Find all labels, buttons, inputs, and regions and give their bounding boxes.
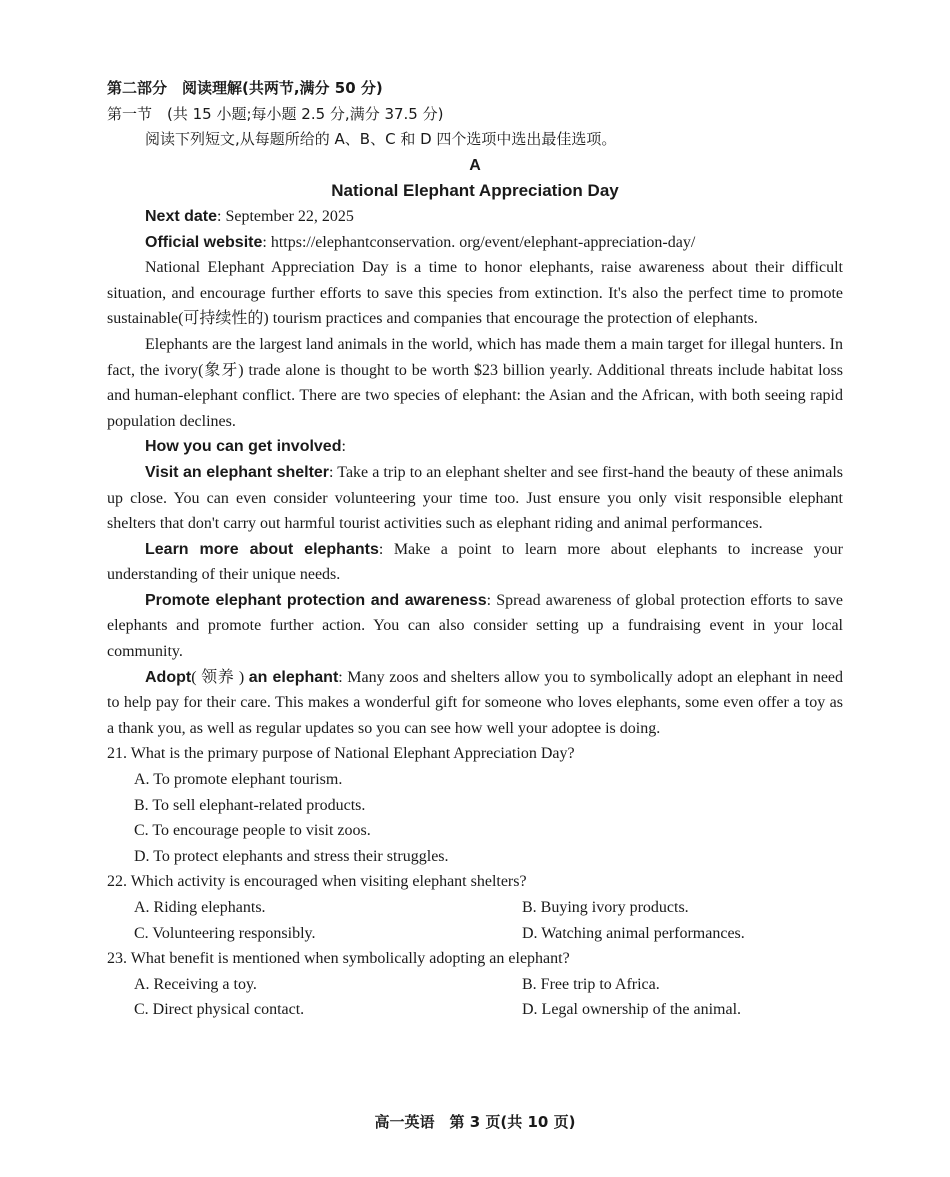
tip-text: : Make a point to learn more about elephants to increase your understanding of their unique needs. — [107, 540, 844, 584]
option-c: C. To encourage people to visit zoos. — [134, 822, 371, 840]
option-a: A. Riding elephants. — [134, 899, 266, 916]
next-date-label: Next date — [145, 207, 218, 225]
option-d: D. Legal ownership of the animal. — [522, 1001, 742, 1019]
tip-promote — [107, 588, 843, 665]
tip-visit-shelter — [107, 460, 843, 537]
option-b: B. Free trip to Africa. — [522, 975, 660, 993]
tip-text: : Many zoos and shelters allow you to symbolically adopt an elephant in need to help pay for their care. This makes a wonderful gift for someone who loves elephants, some even offer a toy as a thank you, as well as regular updates so you can see how well your adoptee is doing. — [107, 668, 844, 737]
option-c: C. Volunteering responsibly. — [134, 924, 316, 942]
involved-heading-colon: : — [341, 438, 346, 456]
next-date-value: : September 22, 2025 — [217, 207, 354, 225]
question-stem: 23. What benefit is mentioned when symbolically adopting an elephant? — [107, 950, 570, 968]
options-grid — [107, 895, 843, 946]
website-label: Official website — [145, 233, 263, 251]
tip-label: Adopt — [145, 668, 192, 686]
tip-adopt — [107, 665, 843, 742]
tip-text: : Spread awareness of global protection efforts to save elephants and promote further action. You can also consider setting up a fundraising event in your local community. — [107, 591, 843, 661]
option-d: D. Watching animal performances. — [522, 924, 745, 942]
option-a: A. Receiving a toy. — [134, 975, 257, 993]
tip-learn-more — [107, 537, 843, 588]
adopt-gloss: ( 领养 ) — [191, 668, 245, 686]
passage-title: National Elephant Appreciation Day — [331, 181, 619, 201]
passage-letter: A — [469, 156, 481, 174]
involved-heading — [107, 434, 843, 460]
option-b: B. To sell elephant-related products. — [134, 796, 366, 814]
option-a: A. To promote elephant tourism. — [134, 771, 343, 789]
question-22 — [107, 869, 843, 946]
question-stem: 22. Which activity is encouraged when visiting elephant shelters? — [107, 873, 527, 891]
question-23 — [107, 946, 843, 1023]
tip-label: Learn more about elephants — [145, 540, 379, 558]
website-value: : https://elephantconservation. org/event/elephant-appreciation-day/ — [262, 233, 696, 251]
question-stem: 21. What is the primary purpose of National Elephant Appreciation Day? — [107, 745, 575, 763]
paragraph-1: National Elephant Appreciation Day is a time to honor elephants, raise awareness about their difficult situation, and encourage further efforts to save this species from extinction. It's also the perfect time to promote sustainable(可持续性的) tourism practices and companies that encourage the protection of elephants. — [107, 259, 843, 328]
options-grid — [107, 972, 843, 1023]
paragraph-2: Elephants are the largest land animals in the world, which has made them a main target for illegal hunters. In fact, the ivory(象牙) trade alone is thought to be worth $23 billion yearly. Additional threats include habitat loss and human-elephant conflict. There are two species of elephant: the Asian and the African, with both seeing rapid population declines. — [107, 335, 843, 430]
section-title: 第一节 (共 15 小题;每小题 2.5 分,满分 37.5 分) — [107, 104, 444, 123]
tip-text: : Take a trip to an elephant shelter and see first-hand the beauty of these animals up close. You can even consider volunteering your time too. Just ensure you only visit responsible elephant shelters that don't carry out harmful tourist activities such as elephant riding and animal performances. — [107, 463, 844, 533]
part-title: 第二部分 阅读理解(共两节,满分 50 分) — [107, 79, 383, 97]
tip-label: Visit an elephant shelter — [145, 463, 330, 481]
option-c: C. Direct physical contact. — [134, 1001, 305, 1019]
tip-label: an elephant — [248, 668, 339, 686]
question-21 — [107, 741, 843, 869]
page-footer: 高一英语 第 3 页(共 10 页) — [374, 1113, 576, 1131]
option-d: D. To protect elephants and stress their struggles. — [134, 847, 449, 865]
instruction: 阅读下列短文,从每题所给的 A、B、C 和 D 四个选项中选出最佳选项。 — [145, 130, 617, 149]
option-b: B. Buying ivory products. — [522, 899, 689, 916]
next-date — [107, 204, 843, 230]
involved-heading-text: How you can get involved — [145, 438, 342, 456]
tip-label: Promote elephant protection and awareness — [145, 591, 487, 609]
official-website — [107, 230, 843, 256]
